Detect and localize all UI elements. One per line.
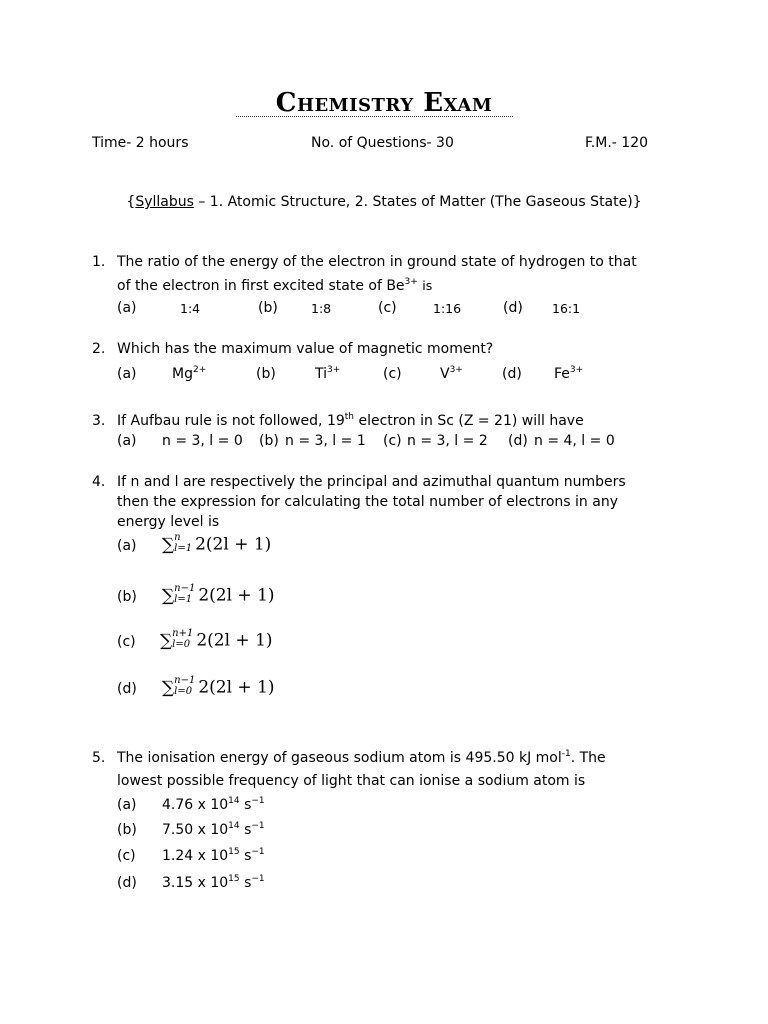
question-3-text-end: electron in Sc (Z = 21) will have [354,413,584,429]
summation-symbol: ∑ [162,677,175,698]
question-3-option-c-value: n = 3, l = 2 [407,433,488,449]
question-2-number: 2. [92,341,106,357]
question-1-option-a-label: (a) [117,300,137,316]
question-5-option-d-label: (d) [117,875,137,891]
question-2-option-d-charge: 3+ [569,365,584,375]
question-4-option-a-formula [162,534,271,556]
option-unit: s [239,848,252,864]
question-5-option-d-value [162,874,265,892]
summation-expression: 2(2l + 1) [198,677,275,698]
question-1-option-b-value: 1:8 [311,301,332,316]
question-2-option-b-charge: 3+ [327,365,341,375]
question-4-option-c-label: (c) [117,634,136,650]
question-2-option-d-label: (d) [502,366,522,382]
question-1-option-d-label: (d) [503,300,523,316]
syllabus-topics: – 1. Atomic Structure, 2. States of Matter (The Gaseous State)} [193,194,642,210]
summation-upper-limit: n+1 [172,628,194,639]
question-4-text-line2: then the expression for calculating the total number of electrons in any [117,494,618,510]
option-mantissa: 4.76 x 10 [162,797,229,813]
question-2-option-d-symbol: Fe [554,366,570,382]
question-3-ordinal: th [344,412,355,422]
summation-upper-limit: n−1 [174,583,196,594]
question-5-option-c-label: (c) [117,848,136,864]
question-5-option-a-label: (a) [117,797,137,813]
question-4-option-b-label: (b) [117,589,137,605]
summation-expression: 2(2l + 1) [198,585,275,606]
summation-lower-limit: l=0 [174,686,193,697]
option-unit: s [239,875,252,891]
question-4-option-d-formula [162,677,275,699]
question-5-text-line1 [117,749,606,767]
summation-expression: 2(2l + 1) [195,534,272,555]
summation-limits [174,583,195,605]
question-4-option-a-label: (a) [117,538,137,554]
summation-lower-limit: l=0 [172,639,191,650]
question-2-option-a-charge: 2+ [192,365,207,375]
question-3-option-b-label: (b) [259,433,279,449]
question-3-option-b-value: n = 3, l = 1 [285,433,366,449]
question-5-option-b-value [162,821,265,839]
option-unit: s [239,797,252,813]
exam-title: Chemistry Exam [275,88,493,118]
title-underline [236,116,513,117]
summation-limits [174,532,192,554]
syllabus-line [0,193,768,211]
question-4-text-line3: energy level is [117,514,220,530]
question-2-option-c-charge: 3+ [449,365,463,375]
question-4-text-line1: If n and l are respectively the principal and azimuthal quantum numbers [117,474,626,490]
question-5-option-b-label: (b) [117,822,137,838]
option-exponent: 15 [228,847,240,857]
summation-limits [172,628,193,650]
time-info: Time- 2 hours [92,135,189,151]
summation-upper-limit: n [174,532,181,543]
question-5-option-a-value [162,796,265,814]
question-3-text-line1 [117,412,584,430]
question-5-text-start: The ionisation energy of gaseous sodium atom is 495.50 kJ mol [117,750,562,766]
option-unit-exponent: −1 [251,796,265,806]
question-1-option-c-value: 1:16 [433,301,462,316]
summation-expression: 2(2l + 1) [196,630,273,651]
question-4-number: 4. [92,474,106,490]
summation-limits [174,675,195,697]
question-3-text-start: If Aufbau rule is not followed, 19 [117,413,345,429]
option-unit: s [239,822,252,838]
option-unit-exponent: −1 [251,874,265,884]
option-exponent: 14 [228,821,240,831]
question-2-option-b-symbol: Ti [315,366,328,382]
question-2-option-d-value [554,365,583,383]
question-1-option-d-value: 16:1 [552,301,581,316]
summation-symbol: ∑ [160,630,173,651]
option-exponent: 14 [228,796,240,806]
question-4-option-b-formula [162,585,275,607]
question-5-text-end: . The [570,750,606,766]
question-5-text-line2: lowest possible frequency of light that can ionise a sodium atom is [117,773,586,789]
question-2-option-a-value [172,365,206,383]
question-5-number: 5. [92,750,106,766]
syllabus-open-brace: { [126,194,136,210]
question-3-option-d-value: n = 4, l = 0 [534,433,615,449]
summation-upper-limit: n−1 [174,675,196,686]
question-2-option-b-label: (b) [256,366,276,382]
question-5-option-c-value [162,847,265,865]
question-2-option-c-symbol: V [440,366,450,382]
question-4-option-d-label: (d) [117,681,137,697]
question-1-line2-text: of the electron in first excited state of Be [117,278,405,294]
question-3-option-d-label: (d) [508,433,528,449]
question-3-number: 3. [92,413,106,429]
question-2-text-line1: Which has the maximum value of magnetic moment? [117,341,494,357]
question-1-text-line2 [117,277,432,295]
syllabus-label: Syllabus [135,194,194,210]
full-marks: F.M.- 120 [585,135,649,151]
question-2-option-c-value [440,365,463,383]
summation-lower-limit: l=1 [174,594,193,605]
question-1-option-c-label: (c) [378,300,397,316]
question-1-option-a-value: 1:4 [180,301,201,316]
question-3-option-a-label: (a) [117,433,137,449]
question-3-option-c-label: (c) [383,433,402,449]
question-2-option-b-value [315,365,340,383]
question-count: No. of Questions- 30 [311,135,454,151]
summation-symbol: ∑ [162,534,175,555]
option-exponent: 15 [228,874,240,884]
question-2-option-c-label: (c) [383,366,402,382]
question-1-option-b-label: (b) [258,300,278,316]
option-mantissa: 3.15 x 10 [162,875,229,891]
question-3-option-a-value: n = 3, l = 0 [162,433,243,449]
question-2-option-a-symbol: Mg [172,366,193,382]
question-4-option-c-formula [160,630,273,652]
question-5-unit-exponent: -1 [561,749,571,759]
question-1-line2-end: is [422,278,433,293]
option-unit-exponent: −1 [251,847,265,857]
option-unit-exponent: −1 [251,821,265,831]
question-2-option-a-label: (a) [117,366,137,382]
question-1-number: 1. [92,254,106,270]
question-1-superscript: 3+ [404,277,418,287]
summation-symbol: ∑ [162,585,175,606]
option-mantissa: 1.24 x 10 [162,848,229,864]
option-mantissa: 7.50 x 10 [162,822,229,838]
question-1-text-line1: The ratio of the energy of the electron in ground state of hydrogen to that [117,254,637,270]
summation-lower-limit: l=1 [174,543,193,554]
